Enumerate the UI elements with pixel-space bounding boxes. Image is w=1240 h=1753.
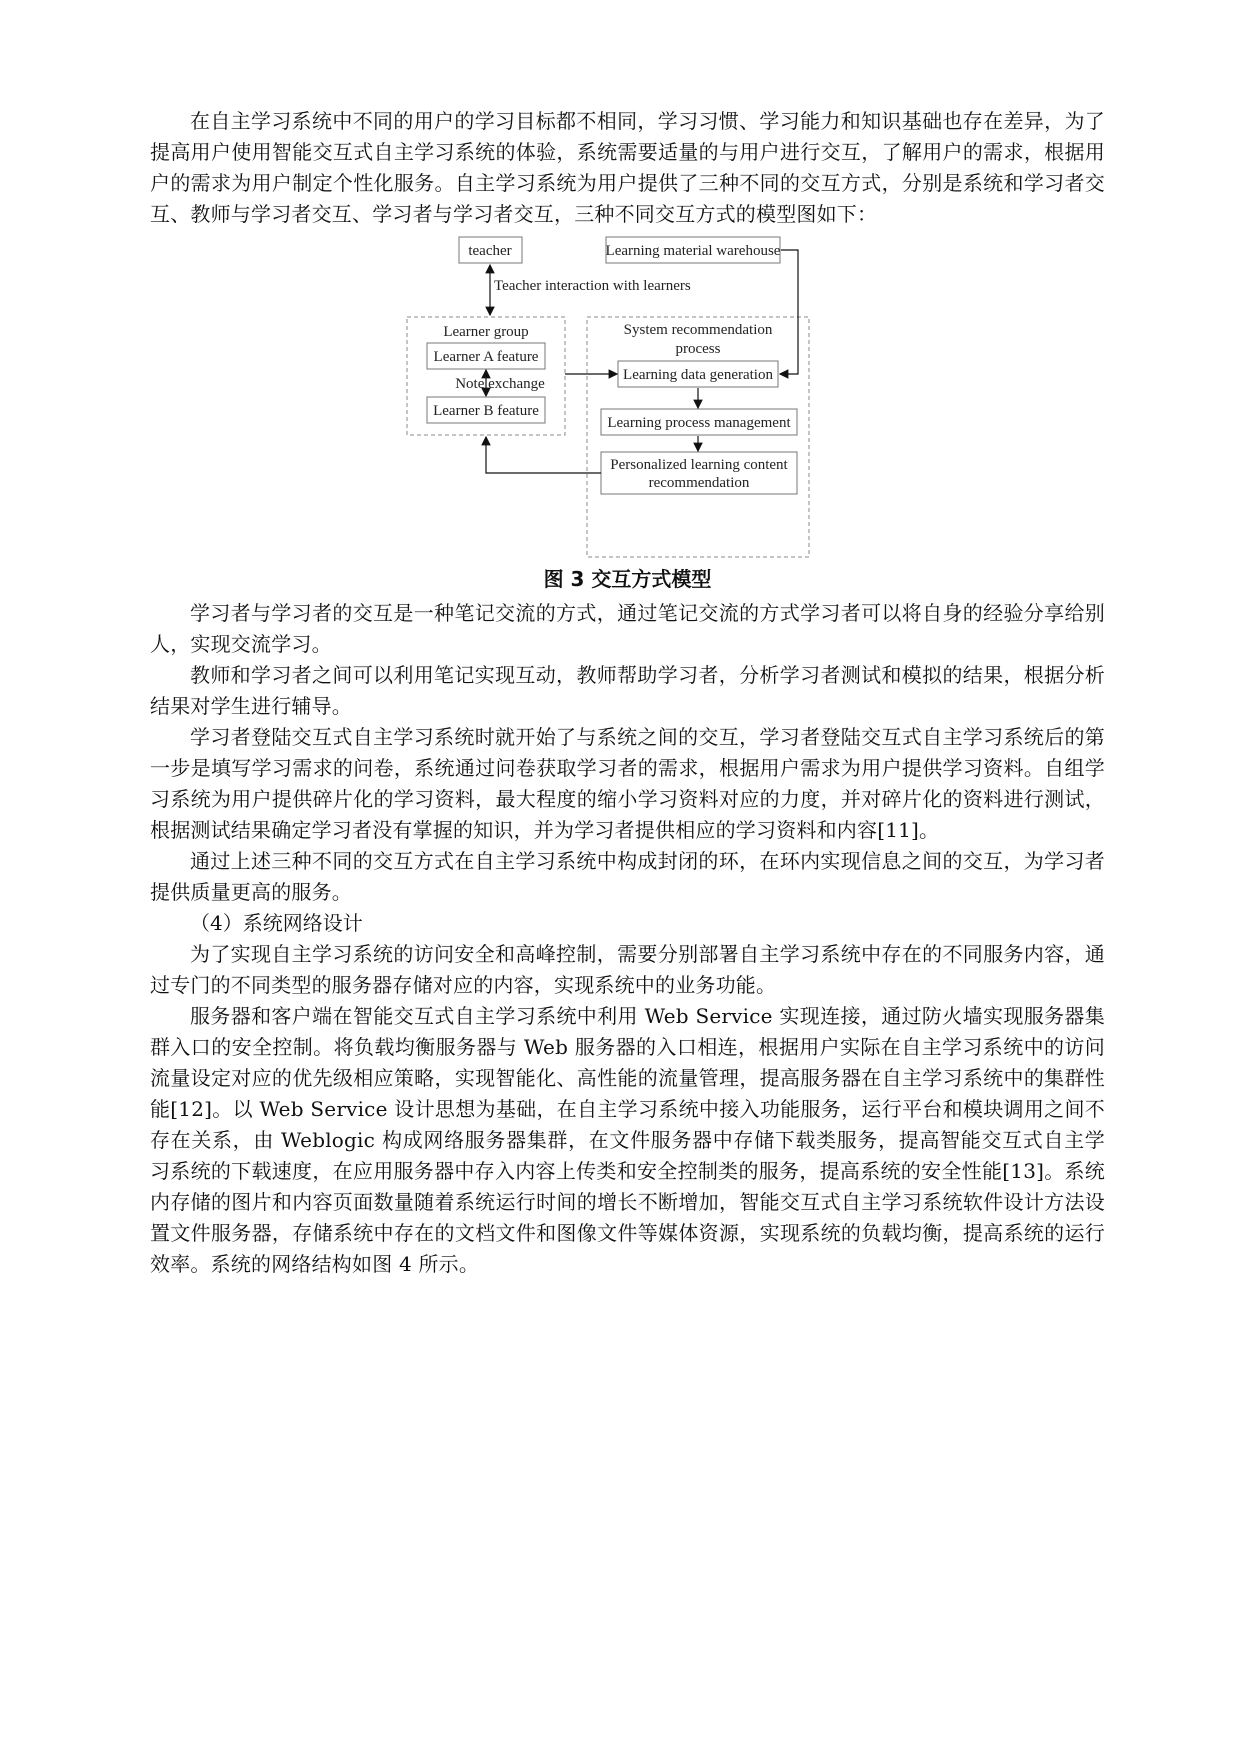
data-generation-label: Learning data generation	[623, 367, 773, 383]
system-process-label-1: System recommendation	[623, 322, 773, 338]
process-management-label: Learning process management	[607, 415, 791, 431]
note-exchange-label: Note exchange	[455, 376, 545, 392]
section-heading: （4）系统网络设计	[190, 911, 363, 935]
figure-caption: 图 3 交互方式模型	[543, 567, 712, 591]
document-page	[150, 106, 1105, 1280]
warehouse-to-generation-arrow	[780, 250, 798, 374]
section-paragraph: 服务器和客户端在智能交互式自主学习系统中利用 Web Service 实现连接，通过防火墙实现服务器集群入口的安全控制。将负载均衡服务器与 Web 服务器的入口相连，根据用户实际在自主学习系统中的访问流量设定对应的优先级相应策略，实现智能化、高性能的流量管理，提高服务器在自主学习系统中的集群性能[12]。以 Web Service 设计思想为基础，在自主学习系统中接入功能服务，运行平台和模块调用之间不存在关系，由 Weblogic 构成网络服务器集群，在文件服务器中存储下载类服务，提高智能交互式自主学习系统的下载速度，在应用服务器中存入内容上传类和安全控制类的服务，提高系统的安全性能[13]。系统内存储的图片和内容页面数量随着系统运行时间的增长不断增加，智能交互式自主学习系统软件设计方法设置文件服务器，存储系统中存在的文档文件和图像文件等媒体资源，实现系统的负载均衡，提高系统的运行效率。系统的网络结构如图 4 所示。	[150, 1004, 1105, 1276]
teacher-interaction-label: Teacher interaction with learners	[494, 278, 691, 294]
interaction-model-diagram	[150, 232, 1105, 562]
personalized-to-group-arrow	[486, 437, 601, 473]
learner-group-label: Learner group	[443, 324, 529, 340]
learner-a-label: Learner A feature	[433, 349, 539, 365]
body-paragraph: 学习者与学习者的交互是一种笔记交流的方式，通过笔记交流的方式学习者可以将自身的经验分享给别人，实现交流学习。	[150, 601, 1105, 656]
interaction-model-figure	[150, 232, 1105, 562]
body-paragraph: 教师和学习者之间可以利用笔记实现互动，教师帮助学习者，分析学习者测试和模拟的结果，根据分析结果对学生进行辅导。	[150, 663, 1105, 718]
intro-paragraph: 在自主学习系统中不同的用户的学习目标都不相同，学习习惯、学习能力和知识基础也存在差异，为了提高用户使用智能交互式自主学习系统的体验，系统需要适量的与用户进行交互，了解用户的需求，根据用户的需求为用户制定个性化服务。自主学习系统为用户提供了三种不同的交互方式，分别是系统和学习者交互、教师与学习者交互、学习者与学习者交互，三种不同交互方式的模型图如下：	[150, 109, 1105, 226]
personalized-label-2: recommendation	[648, 475, 750, 491]
learner-b-label: Learner B feature	[433, 403, 539, 419]
system-process-label-2: process	[675, 341, 721, 357]
body-paragraph: 学习者登陆交互式自主学习系统时就开始了与系统之间的交互，学习者登陆交互式自主学习系统后的第一步是填写学习需求的问卷，系统通过问卷获取学习者的需求，根据用户需求为用户提供学习资料。自组学习系统为用户提供碎片化的学习资料，最大程度的缩小学习资料对应的力度，并对碎片化的资料进行测试，根据测试结果确定学习者没有掌握的知识，并为学习者提供相应的学习资料和内容[11]。	[150, 725, 1105, 842]
body-paragraph: 通过上述三种不同的交互方式在自主学习系统中构成封闭的环，在环内实现信息之间的交互，为学习者提供质量更高的服务。	[150, 849, 1105, 904]
personalized-label-1: Personalized learning content	[610, 457, 788, 473]
section-paragraph: 为了实现自主学习系统的访问安全和高峰控制，需要分别部署自主学习系统中存在的不同服务内容，通过专门的不同类型的服务器存储对应的内容，实现系统中的业务功能。	[150, 942, 1105, 997]
teacher-label: teacher	[468, 243, 512, 259]
warehouse-label: Learning material warehouse	[605, 243, 781, 259]
